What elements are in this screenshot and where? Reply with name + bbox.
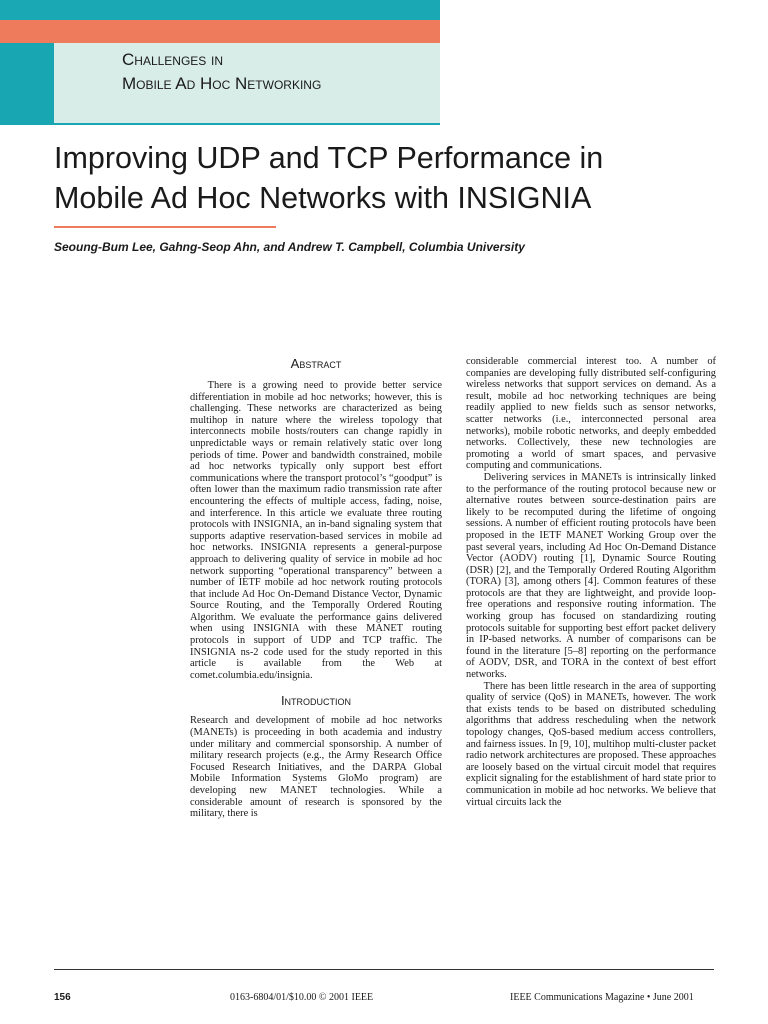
section-label-line2: Mobile Ad Hoc Networking [122, 74, 322, 93]
introduction-heading: Introduction [280, 693, 352, 709]
author-list: Seoung-Bum Lee, Gahng-Seop Ahn, and Andrew T. Campbell, Columbia University [54, 240, 525, 254]
body-paragraph-1: considerable commercial interest too. A number of companies are developing fully distributed self-configuring wireless networks that support services on demand. As a result, mobile ad hoc networking techniques are being readily applied to new fields such as sensor networks, scatter networks (i.e., interconnected personal area networks), mobile robotic networks, and deeply embedded networks. Collectively, these new technologies are promoting a world of smart spaces, and pervasive computing and communications. [466, 356, 716, 472]
header-band-teal [0, 0, 440, 20]
section-label-line1: Challenges in [122, 50, 224, 69]
header-band-orange [0, 20, 440, 43]
left-column [190, 356, 442, 820]
journal-info: IEEE Communications Magazine • June 2001 [510, 992, 694, 1003]
introduction-paragraph: Research and development of mobile ad hoc networks (MANETs) is proceeding in both academia and industry under military and commercial sponsorship. A number of military research projects (e.g., the Army Research Office Focused Research Initiatives, and the DARPA Global Mobile Information Systems GloMo program) are developing new MANET technologies. While a considerable amount of research is sponsored by the military, there is [190, 715, 442, 820]
section-label [122, 48, 432, 96]
article-title-line1: Improving UDP and TCP Performance in [54, 141, 604, 175]
footer-rule [54, 969, 714, 970]
body-paragraph-2: Delivering services in MANETs is intrinsically linked to the performance of the routing protocol because new or alternative routes between source-destination pairs are likely to be recomputed during the lifetime of ongoing sessions. A number of efficient routing protocols have been proposed in the IETF MANET Working Group over the past several years, including Ad Hoc On-Demand Distance Vector (AODV) routing [1], Dynamic Source Routing (DSR) [2], and the Temporally Ordered Routing Algorithm (TORA) [3], among others [4]. Common features of these protocols are that they are lightweight, and provide loop-free operations and responsive routing information. The working group has focused on standardizing routing protocols suitable for supporting best effort packet delivery in IP-based networks. A number of comparisons can be found in the literature [5–8] reporting on the performance of AODV, DSR, and TORA in the context of best effort networks. [466, 471, 716, 681]
page-number: 156 [54, 992, 71, 1003]
issn-line: 0163-6804/01/$10.00 © 2001 IEEE [230, 992, 374, 1003]
right-column [466, 356, 716, 808]
article-title-line2: Mobile Ad Hoc Networks with INSIGNIA [54, 181, 592, 215]
abstract-paragraph: There is a growing need to provide better service differentiation in mobile ad hoc networks; however, this is challenging. These networks are characterized as being multihop in nature where the wireless topology that interconnects mobile hosts/routers can change rapidly in unpredictable ways or remain relatively static over long periods of time. Power and bandwidth constrained, mobile ad hoc networks typically only support best effort communications where the transport protocol’s “goodput” is often lower than the maximum radio transmission rate after encountering the effects of multiple access, fading, noise, and interference. In this article we evaluate three routing protocols with INSIGNIA, an in-band signaling system that supports adaptive reservation-based services in mobile ad hoc networks. INSIGNIA represents a general-purpose approach to delivering quality of service in mobile ad hoc network supporting “operational transparency” between a number of IETF mobile ad hoc network routing protocols that include Ad Hoc On-Demand Distance Vector, Dynamic Source Routing, and the Temporally Ordered Routing Algorithm. We evaluate the performance gains delivered when using INSIGNIA with these MANET routing protocols in support of UDP and TCP traffic. The INSIGNIA ns-2 code used for the study reported in this article is available from the Web at comet.columbia.edu/insignia. [190, 380, 442, 681]
title-underline [54, 226, 276, 228]
body-paragraph-3: There has been little research in the area of supporting quality of service (QoS) in MANETs, however. The work that exists tends to be based on distributed scheduling algorithms that address rescheduling when the network topology changes, QoS-based medium access controllers, and fairness issues. In [9, 10], multihop multi-cluster packet radio network architectures are proposed. These approaches are loosely based on the virtual circuit model that requires explicit signaling for the establishment of hard state prior to communication in mobile ad hoc networks. We believe that virtual circuits lack the [466, 680, 716, 808]
abstract-heading: Abstract [290, 356, 342, 371]
article-title [54, 138, 744, 218]
